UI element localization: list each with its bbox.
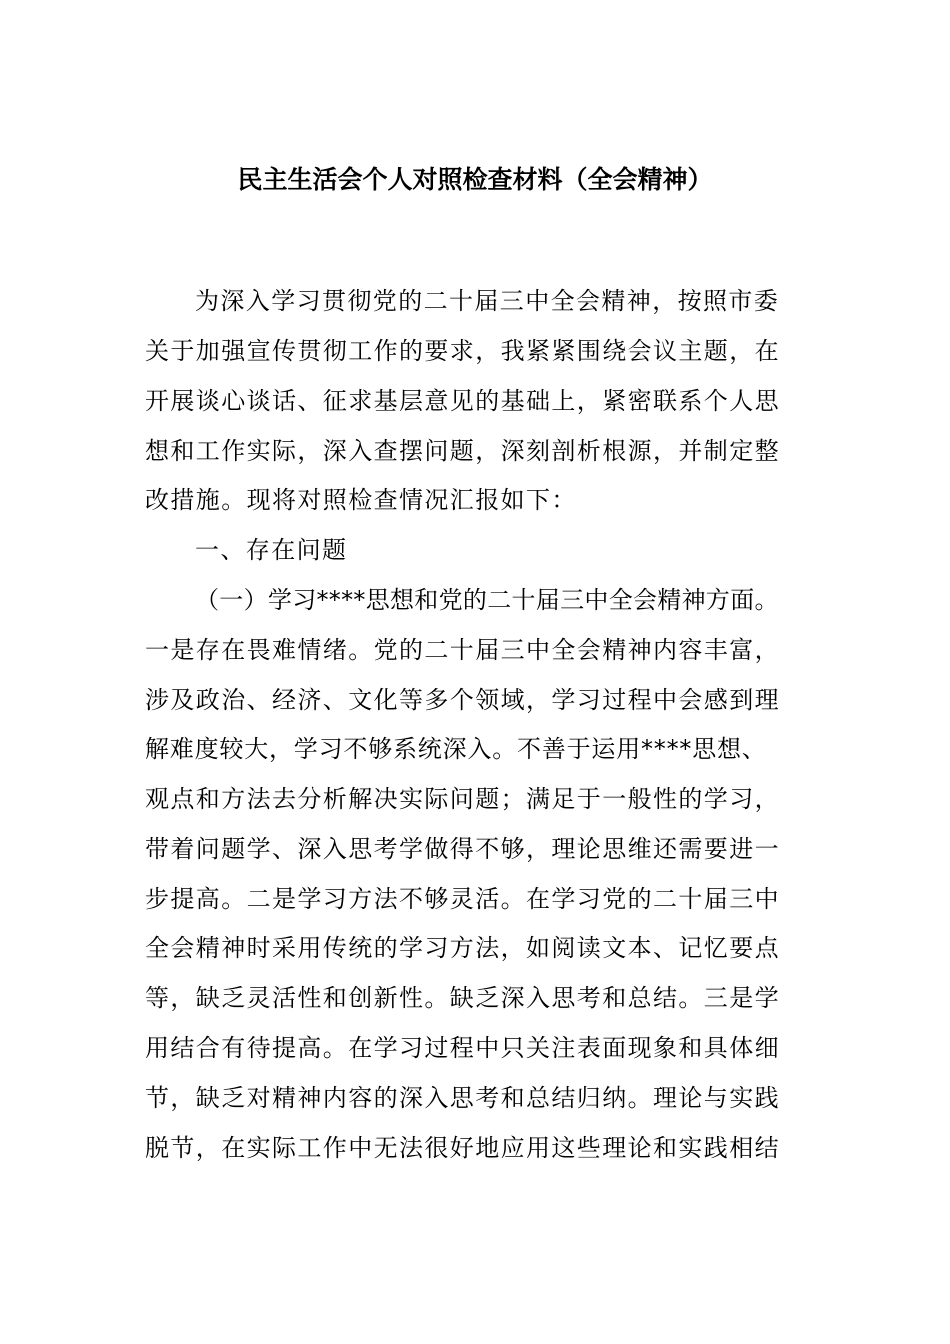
document-title: 民主生活会个人对照检查材料（全会精神）: [237, 165, 713, 194]
paragraph-line: 涉及政治、经济、文化等多个领域，学习过程中会感到理: [145, 686, 780, 714]
paragraph-line: 节，缺乏对精神内容的深入思考和总结归纳。理论与实践: [145, 1084, 780, 1112]
paragraph-line: 解难度较大，学习不够系统深入。不善于运用****思想、: [145, 735, 767, 763]
paragraph-line: 用结合有待提高。在学习过程中只关注表面现象和具体细: [145, 1034, 780, 1062]
paragraph-line: 脱节，在实际工作中无法很好地应用这些理论和实践相结: [145, 1134, 780, 1162]
paragraph-line: 一是存在畏难情绪。党的二十届三中全会精神内容丰富，: [145, 636, 780, 664]
paragraph-line: 开展谈心谈话、征求基层意见的基础上，紧密联系个人思: [145, 387, 780, 415]
paragraph-line: 关于加强宣传贯彻工作的要求，我紧紧围绕会议主题，在: [145, 337, 780, 365]
subsection-heading: （一）学习****思想和党的二十届三中全会精神方面。: [195, 586, 779, 614]
paragraph-line: 想和工作实际，深入查摆问题，深刻剖析根源，并制定整: [145, 437, 780, 465]
paragraph-line: 步提高。二是学习方法不够灵活。在学习党的二十届三中: [145, 885, 780, 913]
paragraph-line: 等，缺乏灵活性和创新性。缺乏深入思考和总结。三是学: [145, 984, 780, 1012]
paragraph-line: 观点和方法去分析解决实际问题；满足于一般性的学习，: [145, 785, 780, 813]
paragraph-line: 全会精神时采用传统的学习方法，如阅读文本、记忆要点: [145, 934, 780, 962]
section-heading: 一、存在问题: [195, 536, 348, 564]
paragraph-line: 改措施。现将对照检查情况汇报如下：: [145, 486, 577, 514]
paragraph-line: 带着问题学、深入思考学做得不够，理论思维还需要进一: [145, 835, 780, 863]
paragraph-line: 为深入学习贯彻党的二十届三中全会精神，按照市委: [195, 287, 780, 315]
